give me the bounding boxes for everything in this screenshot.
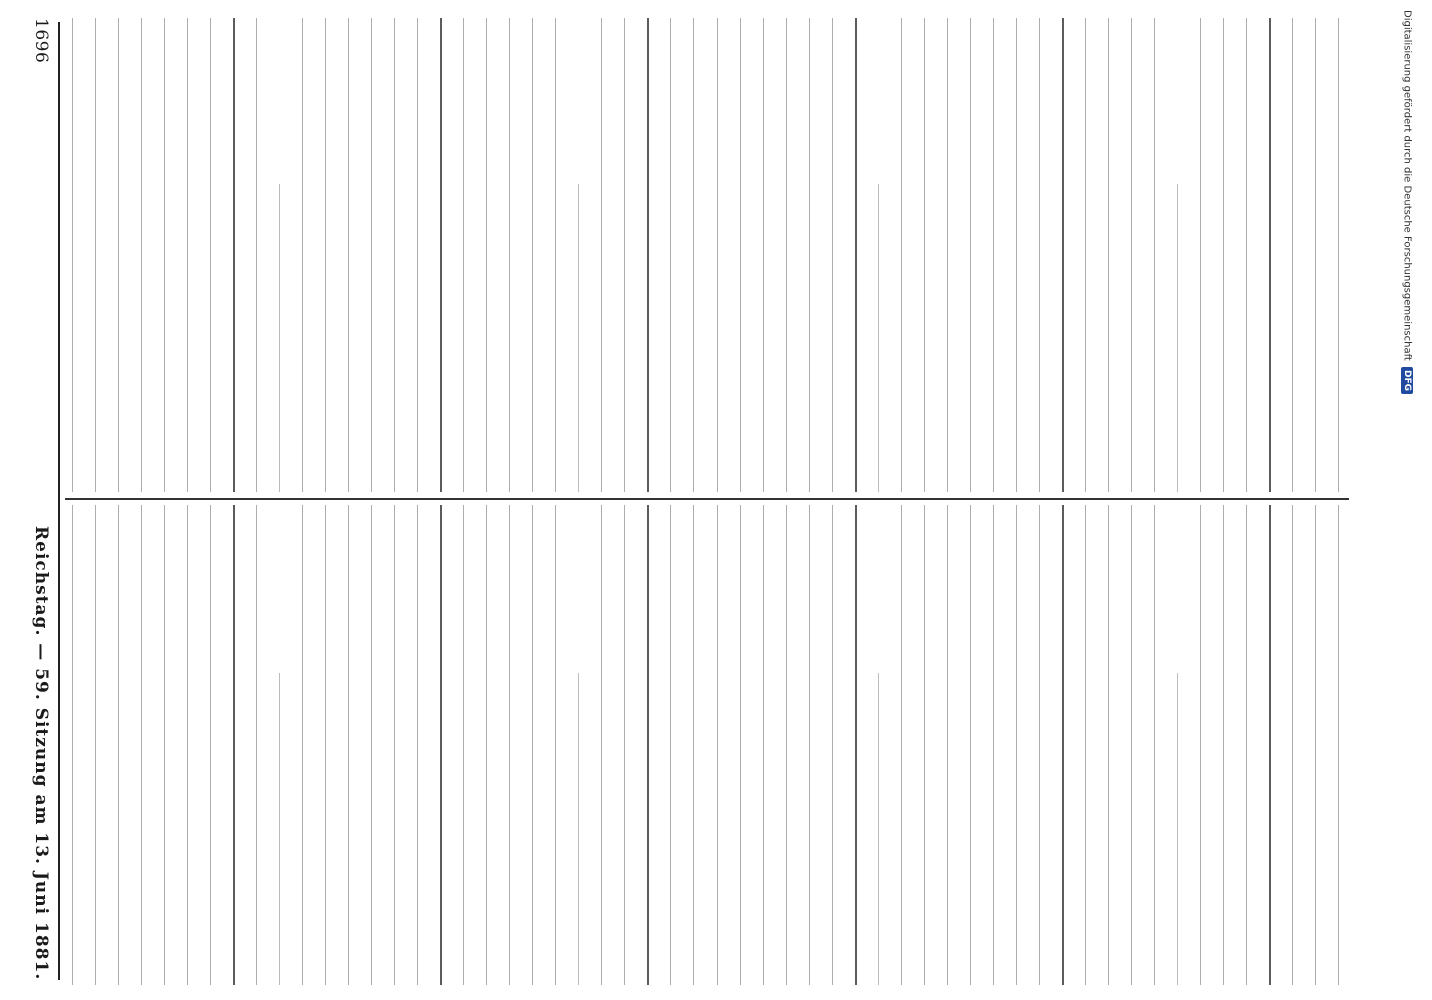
text-line <box>555 18 556 492</box>
text-line <box>1131 18 1132 492</box>
text-line <box>832 505 833 985</box>
text-line <box>578 673 579 985</box>
text-line <box>348 18 349 492</box>
text-line <box>970 18 971 492</box>
column-divider <box>65 498 1349 500</box>
text-line <box>118 18 119 492</box>
text-line <box>832 18 833 492</box>
text-line <box>993 18 994 492</box>
text-line <box>924 18 925 492</box>
text-line <box>532 505 533 985</box>
page-number: 1696 <box>31 18 51 64</box>
text-line <box>256 18 257 492</box>
text-line <box>302 18 303 492</box>
text-line <box>325 18 326 492</box>
text-line <box>855 18 857 492</box>
text-line <box>763 18 764 492</box>
text-line <box>1338 18 1339 492</box>
text-line <box>371 505 372 985</box>
text-line <box>1269 505 1271 985</box>
text-line <box>1062 18 1064 492</box>
text-line <box>486 505 487 985</box>
text-line <box>1085 18 1086 492</box>
text-line <box>210 18 211 492</box>
text-line <box>1246 505 1247 985</box>
text-line <box>1016 505 1017 985</box>
text-line <box>532 18 533 492</box>
text-line <box>95 18 96 492</box>
text-line <box>693 505 694 985</box>
text-line <box>1016 18 1017 492</box>
text-line <box>187 18 188 492</box>
text-line <box>601 18 602 492</box>
text-line <box>578 184 579 492</box>
text-line <box>1108 18 1109 492</box>
text-line <box>1223 505 1224 985</box>
text-line <box>233 505 235 985</box>
text-line <box>394 18 395 492</box>
digitization-note <box>1393 10 1421 990</box>
text-line <box>1154 18 1155 492</box>
text-line <box>901 18 902 492</box>
text-line <box>302 505 303 985</box>
text-line <box>1039 18 1040 492</box>
text-line <box>72 505 73 985</box>
text-line <box>924 505 925 985</box>
text-line <box>555 505 556 985</box>
text-line <box>740 505 741 985</box>
text-line <box>417 505 418 985</box>
text-line <box>509 18 510 492</box>
text-line <box>141 505 142 985</box>
text-line <box>1315 18 1316 492</box>
text-line <box>1200 505 1201 985</box>
text-line <box>1154 505 1155 985</box>
text-line <box>440 505 442 985</box>
text-line <box>740 18 741 492</box>
column-right <box>60 18 1350 492</box>
text-line <box>1292 505 1293 985</box>
text-line <box>1085 505 1086 985</box>
column-left <box>60 505 1350 985</box>
text-line <box>72 18 73 492</box>
text-line <box>855 505 857 985</box>
text-line <box>1315 505 1316 985</box>
text-line <box>647 505 649 985</box>
text-line <box>1223 18 1224 492</box>
text-line <box>693 18 694 492</box>
text-line <box>786 505 787 985</box>
text-line <box>1039 505 1040 985</box>
text-line <box>371 18 372 492</box>
text-line <box>164 505 165 985</box>
text-line <box>1131 505 1132 985</box>
text-line <box>486 18 487 492</box>
text-line <box>624 18 625 492</box>
text-line <box>878 184 879 492</box>
text-line <box>809 18 810 492</box>
text-line <box>1269 18 1271 492</box>
text-line <box>763 505 764 985</box>
text-line <box>670 18 671 492</box>
dfg-note-text: Digitalisierung gefördert durch die Deutsche Forschungsgemeinschaft <box>1401 10 1413 361</box>
text-line <box>1177 673 1178 985</box>
text-line <box>647 18 649 492</box>
text-line <box>509 505 510 985</box>
text-line <box>1246 18 1247 492</box>
text-line <box>717 505 718 985</box>
text-line <box>417 18 418 492</box>
text-line <box>463 18 464 492</box>
text-line <box>440 18 442 492</box>
text-line <box>118 505 119 985</box>
text-line <box>279 673 280 985</box>
text-line <box>233 18 235 492</box>
text-line <box>993 505 994 985</box>
text-line <box>1292 18 1293 492</box>
text-line <box>463 505 464 985</box>
text-line <box>670 505 671 985</box>
text-line <box>947 505 948 985</box>
text-line <box>256 505 257 985</box>
text-line <box>141 18 142 492</box>
running-title: Reichstag. — 59. Sitzung am 13. Juni 1881. <box>31 525 51 980</box>
text-line <box>95 505 96 985</box>
text-line <box>1062 505 1064 985</box>
text-line <box>809 505 810 985</box>
text-line <box>970 505 971 985</box>
text-line <box>279 184 280 492</box>
text-line <box>394 505 395 985</box>
text-line <box>624 505 625 985</box>
text-line <box>164 18 165 492</box>
text-line <box>1177 184 1178 492</box>
text-line <box>1108 505 1109 985</box>
text-line <box>1200 18 1201 492</box>
text-line <box>348 505 349 985</box>
text-line <box>947 18 948 492</box>
running-header <box>25 18 57 980</box>
text-line <box>1338 505 1339 985</box>
text-line <box>717 18 718 492</box>
text-line <box>878 673 879 985</box>
text-line <box>325 505 326 985</box>
text-line <box>187 505 188 985</box>
text-line <box>601 505 602 985</box>
dfg-logo: DFG <box>1401 367 1413 394</box>
text-line <box>786 18 787 492</box>
text-line <box>210 505 211 985</box>
text-line <box>901 505 902 985</box>
